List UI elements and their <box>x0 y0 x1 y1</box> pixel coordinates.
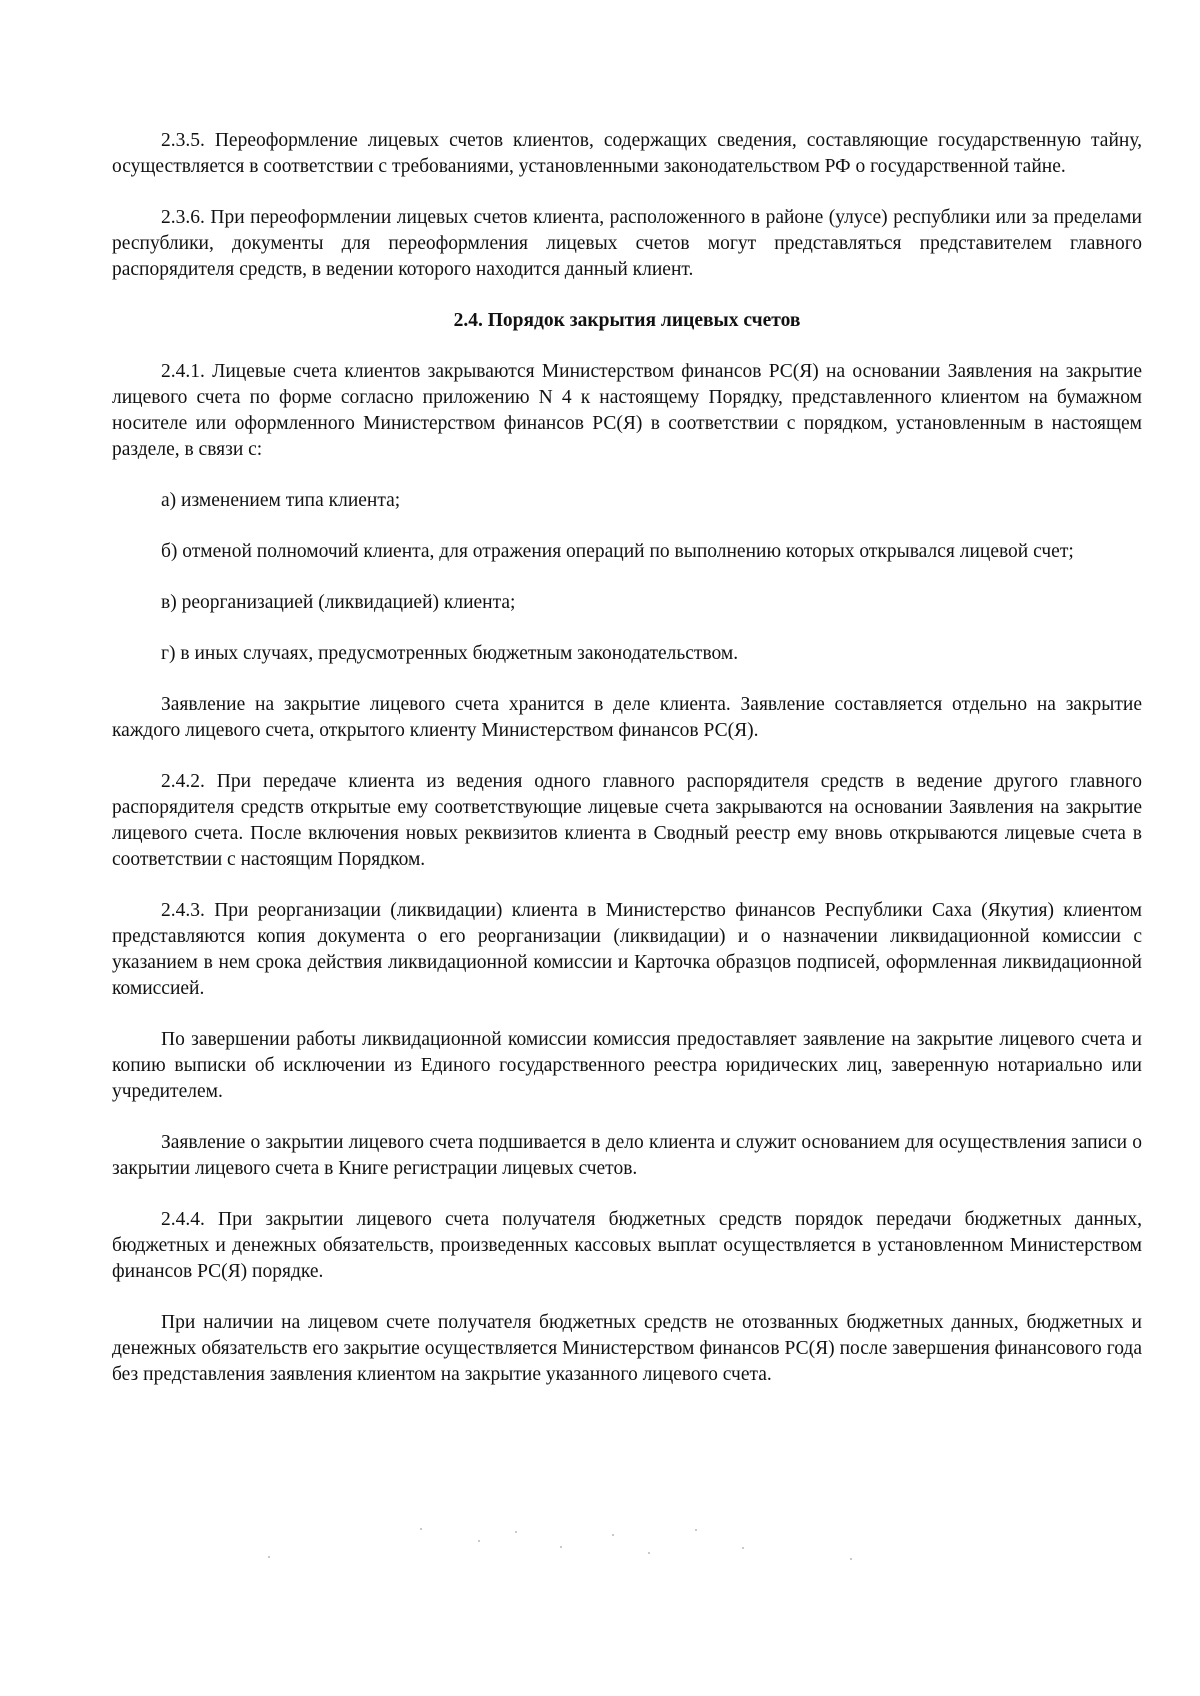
paragraph-closing-application: Заявление о закрытии лицевого счета подшивается в дело клиента и служит основанием для осуществления записи о закрытии лицевого счета в Книге регистрации лицевых счетов. <box>112 1132 1142 1179</box>
scan-speck <box>695 1529 697 1531</box>
section-heading: 2.4. Порядок закрытия лицевых счетов <box>453 310 801 331</box>
paragraph-application-storage: Заявление на закрытие лицевого счета хранится в деле клиента. Заявление составляется отдельно на закрытие каждого лицевого счета, открытого клиенту Министерством финансов РС(Я). <box>112 694 1142 741</box>
paragraph-2-4-1: 2.4.1. Лицевые счета клиентов закрываются Министерством финансов РС(Я) на основании Заявления на закрытие лицевого счета по форме согласно приложению N 4 к настоящему Порядку, представленного клиентом на бумажном носителе или оформленного Министерством финансов РС(Я) в соответствии с порядком, установленным в настоящем разделе, в связи с: <box>112 361 1142 460</box>
scan-speck <box>478 1540 480 1542</box>
scan-speck <box>850 1558 852 1560</box>
scan-speck <box>268 1556 270 1558</box>
scan-speck <box>648 1552 650 1554</box>
scan-speck <box>515 1531 517 1533</box>
paragraph-2-3-5: 2.3.5. Переоформление лицевых счетов клиентов, содержащих сведения, составляющие государственную тайну, осуществляется в соответствии с требованиями, установленными законодательством РФ о государственной тайне. <box>112 130 1142 177</box>
scan-speck <box>420 1528 422 1530</box>
paragraph-2-4-4: 2.4.4. При закрытии лицевого счета получателя бюджетных средств порядок передачи бюджетных данных, бюджетных и денежных обязательств, произведенных кассовых выплат осуществляется в установленном Министерством финансов РС(Я) порядке. <box>112 1209 1142 1282</box>
paragraph-2-3-6: 2.3.6. При переоформлении лицевых счетов клиента, расположенного в районе (улусе) республики или за пределами республики, документы для переоформления лицевых счетов могут представляться представителем главного распорядителя средств, в ведении которого находится данный клиент. <box>112 207 1142 280</box>
scan-speck <box>612 1534 614 1536</box>
paragraph-2-4-3: 2.4.3. При реорганизации (ликвидации) клиента в Министерство финансов Республики Саха (Якутия) клиентом представляются копия документа о его реорганизации (ликвидации) и о назначении ликвидационной комиссии с указанием в нем срока действия ликвидационной комиссии и Карточка образцов подписей, оформленная ликвидационной комиссией. <box>112 900 1142 999</box>
paragraph-2-4-2: 2.4.2. При передаче клиента из ведения одного главного распорядителя средств в ведение другого главного распорядителя средств открытые ему соответствующие лицевые счета закрываются на основании Заявления на закрытие лицевого счета. После включения новых реквизитов клиента в Сводный реестр ему вновь открываются лицевые счета в соответствии с настоящим Порядком. <box>112 771 1142 870</box>
list-item-g: г) в иных случаях, предусмотренных бюджетным законодательством. <box>161 643 739 664</box>
list-item-b: б) отменой полномочий клиента, для отражения операций по выполнению которых открывался лицевой счет; <box>161 541 1074 562</box>
list-item-a: а) изменением типа клиента; <box>161 490 401 511</box>
scan-speck <box>742 1547 744 1549</box>
list-item-v: в) реорганизацией (ликвидацией) клиента; <box>161 592 516 613</box>
paragraph-unrecalled-data: При наличии на лицевом счете получателя бюджетных средств не отозванных бюджетных данных, бюджетных и денежных обязательств его закрытие осуществляется Министерством финансов РС(Я) после завершения финансового года без представления заявления клиентом на закрытие указанного лицевого счета. <box>112 1312 1142 1385</box>
paragraph-liquidation-commission: По завершении работы ликвидационной комиссии комиссия предоставляет заявление на закрытие лицевого счета и копию выписки об исключении из Единого государственного реестра юридических лиц, заверенную нотариально или учредителем. <box>112 1029 1142 1102</box>
scan-speck <box>560 1546 562 1548</box>
